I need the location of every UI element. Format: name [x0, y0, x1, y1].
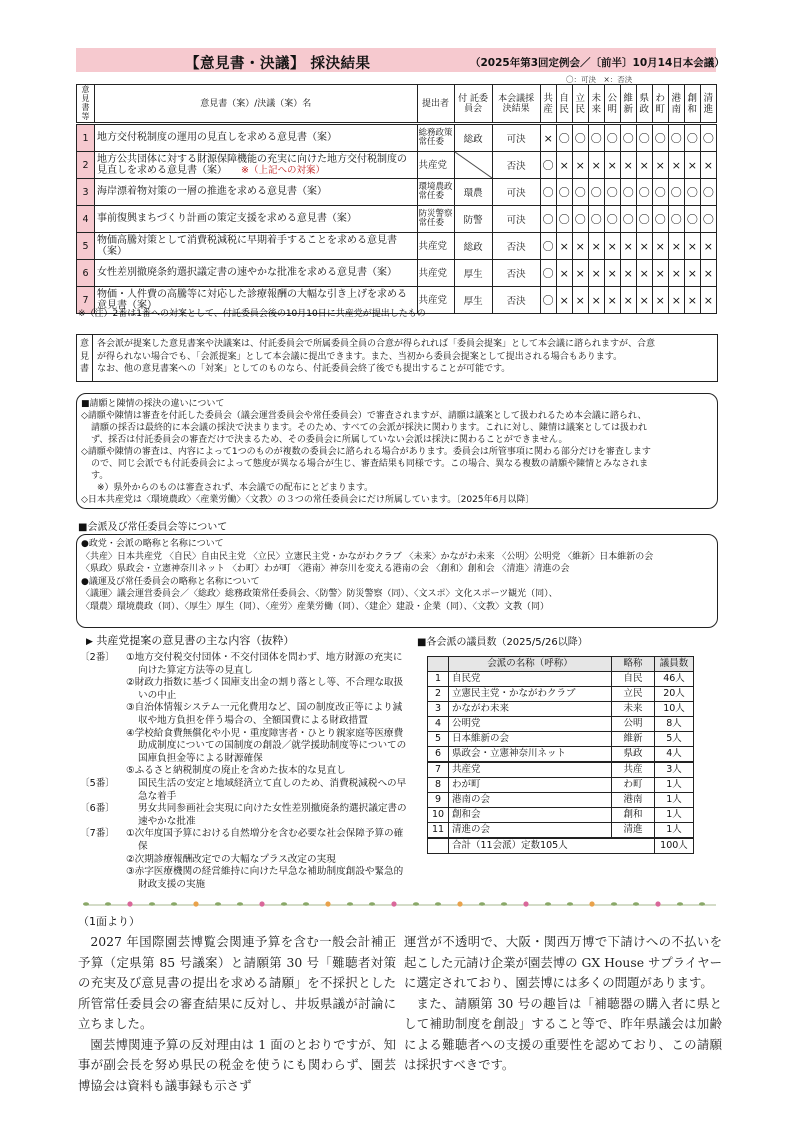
col-party: 創和: [684, 85, 700, 124]
party-vote: 〇: [684, 179, 700, 206]
party-index: 1: [428, 672, 449, 687]
party-vote: 〇: [652, 179, 668, 206]
party-abbr: 共産: [612, 762, 655, 778]
party-vote: ×: [700, 260, 716, 287]
party-vote: 〇: [604, 179, 620, 206]
party-vote: ×: [636, 233, 652, 260]
petition-line: ◇請願や陳情の審査は、内容によって1つのものが複数の委員会に諮られる場合があります。委員会は所管事項に関わる部分だけを審査します: [81, 447, 651, 457]
vine-flower-icon: [369, 902, 375, 906]
session-subtitle: （2025年第3回定例会／〔前半〕10月14日本会議）: [470, 57, 725, 69]
party-vote: 〇: [636, 179, 652, 206]
party-index: 9: [428, 793, 449, 808]
party-index: 8: [428, 778, 449, 793]
party-abbr: 港南: [612, 793, 655, 808]
party-vote: ×: [620, 152, 636, 179]
article-paragraph: 運営が不透明で、大阪・関西万博で下請けへの不払いを起こした元請け企業が園芸博の GX House サプライヤーに選定されており、園芸博には多くの問題があります。: [404, 934, 722, 990]
col-index: [428, 657, 449, 672]
party-vote: ×: [652, 233, 668, 260]
proposal-group: [80, 778, 410, 803]
article-column-2: [404, 932, 722, 1076]
col-party: 清進: [700, 85, 716, 124]
party-vote: ×: [668, 260, 684, 287]
party-count: 3人: [655, 762, 694, 778]
resolution-name: [95, 179, 418, 206]
party-vote: 〇: [540, 152, 556, 179]
vote-legend: 〇：可決 ×：否決: [566, 75, 633, 84]
party-vote: ×: [620, 260, 636, 287]
party-abbr: 創和: [612, 808, 655, 823]
vine-flower-icon: [501, 902, 507, 906]
party-vote: 〇: [540, 179, 556, 206]
vine-flower-icon: [303, 902, 309, 906]
resolution-name: [95, 233, 418, 260]
vine-flower-icon: [259, 901, 264, 906]
submitter: 環境農政常任委: [417, 179, 454, 206]
votes-row: [77, 152, 717, 179]
submitter: 共産党: [417, 152, 454, 179]
proposal-item: ①次年度国予算における自然増分を含む必要な社会保障予算の確保: [126, 828, 404, 852]
proposal-number: 〔7番〕: [80, 828, 115, 840]
vine-flower-icon: [699, 902, 705, 906]
counterproposal-note: ※（上記への対案）: [241, 165, 325, 176]
party-vote: ×: [604, 260, 620, 287]
row-number: 6: [77, 260, 95, 287]
party-vote: ×: [636, 152, 652, 179]
party-vote: ×: [540, 124, 556, 152]
party-vote: ×: [588, 233, 604, 260]
vine-flower-icon: [457, 901, 462, 906]
party-vote: ×: [684, 152, 700, 179]
submitter: 共産党: [417, 233, 454, 260]
party-row: [428, 762, 694, 778]
party-name: 清進の会: [449, 823, 612, 839]
jcp-proposals-heading: [86, 632, 294, 648]
party-table-header: [428, 657, 694, 672]
party-vote: ×: [588, 152, 604, 179]
party-vote: ×: [620, 233, 636, 260]
vine-flower-icon: [237, 902, 243, 906]
submitter: 共産党: [417, 287, 454, 314]
page-title: 【意見書・決議】 採決結果: [185, 56, 371, 72]
party-vote: 〇: [684, 206, 700, 233]
col-party: 未来: [588, 85, 604, 124]
vine-flower-icon: [611, 902, 617, 906]
committee-heading: ●議運及び常任委員会の略称と名称について: [81, 576, 260, 587]
party-index: 4: [428, 717, 449, 732]
col-name: 意見書（案）/決議（案）名: [95, 85, 418, 124]
party-vote: 〇: [572, 179, 588, 206]
party-table-title: ■各会派の議員数（2025/5/26以降）: [417, 637, 588, 648]
party-name: わが町: [449, 778, 612, 793]
vote-result: 可決: [492, 179, 540, 206]
vine-flower-icon: [215, 902, 221, 906]
party-vote: 〇: [636, 124, 652, 152]
vine-flower-icon: [347, 902, 353, 906]
blank-cell: [428, 838, 449, 854]
triangle-bullet-icon: ▶: [86, 637, 93, 647]
committee-line: 〈環農〉環境農政（同）、〈厚生〉厚生（同）、〈産労〉産業労働（同）、〈建企〉建設・企業（同）、〈文教〉文教（同）: [81, 601, 550, 612]
factions-box: [76, 534, 718, 628]
party-vote: ×: [652, 260, 668, 287]
party-vote: 〇: [540, 233, 556, 260]
vine-flower-icon: [127, 901, 132, 906]
petition-line: ◇請願や陳情は審査を付託した委員会（議会運営委員会や常任委員会）で審査されますが、請願は議案として扱われるため本会議に諮られ、: [81, 411, 647, 421]
votes-header-row: [77, 85, 717, 124]
votes-row: [77, 233, 717, 260]
party-vote: ×: [652, 287, 668, 314]
col-party: 共産: [540, 85, 556, 124]
col-count: 議員数: [655, 657, 694, 672]
party-vote: 〇: [540, 287, 556, 314]
party-vote: ×: [556, 260, 572, 287]
party-row: [428, 793, 694, 808]
party-name: 立憲民主党・かながわクラブ: [449, 687, 612, 702]
party-vote: ×: [588, 287, 604, 314]
col-party: 県政: [636, 85, 652, 124]
row-number: 3: [77, 179, 95, 206]
party-line: 〈県政〉県政会・立憲神奈川ネット 〈わ町〉わが町 〈港南〉神奈川を変える港南の会 〈創和〉創和会 〈清進〉清進の会: [81, 564, 570, 574]
party-index: 5: [428, 732, 449, 747]
party-vote: ×: [604, 233, 620, 260]
party-vote: 〇: [652, 206, 668, 233]
party-index: 6: [428, 747, 449, 763]
party-count: 1人: [655, 808, 694, 823]
resolution-title: 海岸漂着物対策の一層の推進を求める意見書（案）: [97, 186, 328, 198]
party-vote: 〇: [588, 124, 604, 152]
total-label: 合計（11会派）定数105人: [449, 838, 655, 854]
vote-result: 否決: [492, 152, 540, 179]
party-vote: ×: [604, 287, 620, 314]
col-party-name: 会派の名称（呼称）: [449, 657, 612, 672]
proposal-group: [80, 828, 410, 891]
party-abbr: 清進: [612, 823, 655, 839]
row-number: 2: [77, 152, 95, 179]
party-index: 2: [428, 687, 449, 702]
side-char: 書: [79, 364, 89, 374]
proposal-number: 〔2番〕: [80, 652, 115, 663]
col-party: 維新: [620, 85, 636, 124]
party-count: 5人: [655, 732, 694, 747]
ikensho-line: なお、他の意見書案への「対案」としてのものなら、付託委員会終了後でも提出することが可能です。: [97, 364, 511, 374]
vine-flower-icon: [105, 902, 111, 906]
party-vote: ×: [668, 152, 684, 179]
resolution-title: 女性差別撤廃条約選択議定書の速やかな批准を求める意見書（案）: [97, 267, 398, 279]
proposal-number: 〔5番〕: [80, 777, 115, 789]
party-index: 3: [428, 702, 449, 717]
party-vote: ×: [556, 152, 572, 179]
resolution-name: [95, 260, 418, 287]
party-vote: 〇: [620, 124, 636, 152]
article-paragraph: 2027 年国際園芸博覧会関連予算を含む一般会計補正予算（定県第 85 号議案）と請願第 30 号「難聴者対策の充実及び意見書の提出を求める請願」を不採択とした所管常任委員会の審査結果に反対し、井坂県議が討論に立ちました。: [78, 934, 396, 1031]
row-number: 4: [77, 206, 95, 233]
committee: 総政: [454, 124, 492, 152]
vine-flower-icon: [677, 902, 683, 906]
side-char: 意: [79, 339, 89, 349]
ikensho-line: が得られない場合でも、「会派提案」として本会議に提出できます。また、当初から委員会提案として提出される場合もあります。: [97, 351, 623, 362]
committee: 防警: [454, 206, 492, 233]
row-number: 1: [77, 124, 95, 152]
side-char: 見: [79, 351, 89, 362]
resolution-name: [95, 152, 418, 179]
petition-line: ず、採否は付託委員会の審査だけで決まるため、その委員会に所属していない会派は採決に関わることができません。: [91, 435, 568, 445]
party-row: [428, 702, 694, 717]
votes-row: [77, 260, 717, 287]
vote-result: 否決: [492, 287, 540, 314]
proposal-number: 〔6番〕: [80, 803, 115, 815]
party-count: 8人: [655, 717, 694, 732]
row-number: 7: [77, 287, 95, 314]
party-vote: 〇: [588, 179, 604, 206]
party-name: 創和会: [449, 808, 612, 823]
votes-row: [77, 179, 717, 206]
resolution-title: 事前復興まちづくり計画の策定支援を求める意見書（案）: [97, 213, 357, 225]
proposal-item: ②次期診療報酬改定での大幅なプラス改定の実現: [126, 853, 336, 865]
party-vote: ×: [556, 287, 572, 314]
col-party: わ町: [652, 85, 668, 124]
party-name: 日本維新の会: [449, 732, 612, 747]
proposal-group: [80, 803, 410, 828]
party-name: 県政会・立憲神奈川ネット: [449, 747, 612, 763]
votes-row: [77, 206, 717, 233]
vote-result: 否決: [492, 233, 540, 260]
party-vote: ×: [572, 233, 588, 260]
col-submitter: 提出者: [417, 85, 454, 124]
party-vote: ×: [652, 152, 668, 179]
vine-flower-icon: [435, 902, 441, 906]
vote-result: 可決: [492, 124, 540, 152]
party-count-table: [427, 656, 694, 854]
party-count: 10人: [655, 702, 694, 717]
party-vote: 〇: [668, 179, 684, 206]
party-row: [428, 778, 694, 793]
party-vote: 〇: [668, 124, 684, 152]
col-result: 本会議採決結果: [492, 85, 540, 124]
party-vote: 〇: [652, 124, 668, 152]
petition-line: す。: [91, 471, 109, 481]
committee: 環農: [454, 179, 492, 206]
vine-flower-icon: [391, 901, 396, 906]
resolution-title: 地方公共団体に対する財源保障機能の充実に向けた地方交付税制度の見直しを求める意見書（案）: [97, 153, 408, 176]
party-vote: ×: [620, 287, 636, 314]
ikensho-explanation-box: [76, 334, 718, 382]
party-vote: 〇: [668, 206, 684, 233]
petition-line: ※）県外からのものは審査されず、本会議での配布にとどまります。: [97, 483, 374, 493]
party-vote: 〇: [700, 206, 716, 233]
committee-line: 〈議運〉議会運営委員会／〈総政〉総務政策常任委員会、〈防警〉防災警察（同）、〈文スポ〉文化スポーツ観光（同）、: [81, 589, 558, 599]
party-vote: 〇: [588, 206, 604, 233]
vine-flower-icon: [83, 902, 89, 906]
col-party: 立民: [572, 85, 588, 124]
party-vote: 〇: [700, 179, 716, 206]
committee: 厚生: [454, 287, 492, 314]
proposal-item: ①地方交付税交付団体・不交付団体を問わず、地方財源の充実に向けた算定方法等の見直し: [126, 652, 403, 676]
resolution-name: [95, 206, 418, 233]
party-row: [428, 823, 694, 839]
petition-title: ■請願と陳情の採決の違いについて: [81, 399, 225, 409]
party-vote: ×: [572, 260, 588, 287]
party-name: 共産党: [449, 762, 612, 778]
jcp-proposals-list: [80, 652, 410, 891]
party-vote: 〇: [700, 124, 716, 152]
submitter: 共産党: [417, 260, 454, 287]
vine-flower-icon: [171, 902, 177, 906]
party-count: 46人: [655, 672, 694, 687]
party-row: [428, 717, 694, 732]
party-abbr: 県政: [612, 747, 655, 763]
resolution-title: 物価高騰対策として消費税減税に早期着手することを求める意見書（案）: [97, 234, 398, 257]
party-vote: ×: [636, 260, 652, 287]
party-abbr: 立民: [612, 687, 655, 702]
party-vote: 〇: [556, 206, 572, 233]
party-count: 1人: [655, 793, 694, 808]
party-vote: ×: [668, 287, 684, 314]
party-vote: 〇: [540, 206, 556, 233]
party-vote: 〇: [636, 206, 652, 233]
party-abbr: 自民: [612, 672, 655, 687]
vote-result: 否決: [492, 260, 540, 287]
proposal-item: 男女共同参画社会実現に向けた女性差別撤廃条約選択議定書の速やかな批准: [138, 803, 407, 827]
proposal-item: ②財政力指数に基づく国庫支出金の割り落とし等、不合理な取扱いの中止: [126, 677, 404, 701]
party-vote: ×: [684, 260, 700, 287]
votes-row: [77, 124, 717, 152]
party-row: [428, 747, 694, 763]
votes-footnote: ※（注）2番は1番への対案として、付託委員会後の10月10日に共産党が提出したもの: [78, 309, 426, 319]
article-paragraph: 園芸博関連予算の反対理由は 1 面のとおりですが、知事が副会長を努め県民の税金を使うにも関わらず、園芸博協会は資料も議事録も示さず: [78, 1036, 396, 1093]
party-vote: 〇: [684, 124, 700, 152]
vine-flower-icon: [413, 902, 419, 906]
party-abbr: 維新: [612, 732, 655, 747]
col-party: 公明: [604, 85, 620, 124]
party-count: 1人: [655, 778, 694, 793]
total-count: 100人: [655, 838, 694, 854]
party-name: 港南の会: [449, 793, 612, 808]
col-party: 自民: [556, 85, 572, 124]
vine-flower-icon: [325, 901, 330, 906]
decorative-vine-border: [76, 898, 721, 912]
party-total-row: [428, 838, 694, 854]
proposal-item: ⑤ふるさと納税制度の廃止を含めた抜本的な見直し: [126, 765, 346, 777]
continued-from-label: （1面より）: [78, 915, 140, 928]
proposal-item: 国民生活の安定と地域経済立て直しのため、消費税減税への早急な着手: [138, 777, 407, 802]
party-abbr: 未来: [612, 702, 655, 717]
party-line: 〈共産〉日本共産党 〈自民〉自由民主党 〈立民〉立憲民主党・かながわクラブ 〈未来〉かながわ未来 〈公明〉公明党 〈維新〉日本維新の会: [81, 551, 654, 562]
party-row: [428, 732, 694, 747]
submitter: 防災警察常任委: [417, 206, 454, 233]
party-index: 11: [428, 823, 449, 839]
party-index: 10: [428, 808, 449, 823]
ikensho-side-label: [77, 335, 93, 381]
party-vote: ×: [684, 287, 700, 314]
resolution-title: 地方交付税制度の運用の見直しを求める意見書（案）: [97, 132, 338, 144]
party-row: [428, 687, 694, 702]
jcp-proposals-title: 共産党提案の意見書の主な内容（抜粋）: [96, 634, 295, 647]
proposal-item: ③自治体情報システム一元化費用など、国の制度改正等により減収や地方負担を伴う場合の、全額国費による財政措置: [126, 702, 403, 726]
petition-line: 請願の採否は最終的に本会議の採決で決まります。そのため、すべての会派が採決に関わります。これに対し、陳情は議案としては扱われ: [91, 423, 648, 433]
party-vote: 〇: [572, 206, 588, 233]
article-column-1: [78, 932, 396, 1096]
party-vote: 〇: [620, 179, 636, 206]
party-abbr: 公明: [612, 717, 655, 732]
party-vote: ×: [588, 260, 604, 287]
row-number: 5: [77, 233, 95, 260]
party-vote: ×: [604, 152, 620, 179]
ikensho-text: [97, 338, 712, 376]
vine-flower-icon: [633, 902, 639, 906]
resolution-name: [95, 124, 418, 152]
party-vote: 〇: [604, 206, 620, 233]
vine-flower-icon: [193, 901, 198, 906]
proposal-item: ④学校給食費無償化や小児・重度障害者・ひとり親家庭等医療費助成制度についての国制度の創設／就学援助制度等についての国庫負担金等による財源確保: [126, 727, 407, 764]
vine-flower-icon: [523, 901, 528, 906]
party-vote: 〇: [540, 260, 556, 287]
party-name: かながわ未来: [449, 702, 612, 717]
committee: 厚生: [454, 260, 492, 287]
party-vote: ×: [572, 152, 588, 179]
party-vote: ×: [700, 152, 716, 179]
party-abbr: わ町: [612, 778, 655, 793]
party-index: 7: [428, 762, 449, 778]
factions-section-title: ■会派及び常任委員会等について: [78, 522, 228, 533]
article-paragraph: また、請願第 30 号の趣旨は「補聴器の購入者に県として補助制度を創設」すること等で、昨年県議会は加齢による難聴者への支援の重要性を認めており、この請願は採択すべきです。: [404, 995, 722, 1072]
vine-flower-icon: [281, 902, 287, 906]
party-vote: 〇: [556, 179, 572, 206]
committee: [454, 152, 492, 179]
vine-flower-icon: [589, 901, 594, 906]
col-committee: 付 託委員会: [454, 85, 492, 124]
proposal-item: ③赤字医療機関の経営維持に向けた早急な補助制度創設や緊急的財政支援の実施: [126, 866, 404, 890]
party-vote: 〇: [572, 124, 588, 152]
ikensho-line: 各会派が提案した意見書案や決議案は、付託委員会で所属委員全員の合意が得られれば「委員会提案」として本会議に諮られますが、合意: [97, 339, 656, 349]
col-party: 港南: [668, 85, 684, 124]
vine-flower-icon: [149, 902, 155, 906]
vine-flower-icon: [545, 902, 551, 906]
petition-line: ◇日本共産党は〈環境農政〉〈産業労働〉〈文教〉の３つの常任委員会にだけ所属しています。〔2025年6月以降〕: [81, 495, 535, 505]
party-vote: ×: [556, 233, 572, 260]
party-name: 自民党: [449, 672, 612, 687]
party-count: 4人: [655, 747, 694, 763]
committee: 総政: [454, 233, 492, 260]
vine-flower-icon: [567, 902, 573, 906]
party-row: [428, 672, 694, 687]
resolution-title: 物価・人件費の高騰等に対応した診療報酬の大幅な引き上げを求める意見書（案）: [97, 288, 408, 311]
party-count: 20人: [655, 687, 694, 702]
vine-flower-icon: [479, 902, 485, 906]
party-count: 1人: [655, 823, 694, 839]
vote-result: 可決: [492, 206, 540, 233]
submitter: 総務政策常任委: [417, 124, 454, 152]
party-vote: 〇: [604, 124, 620, 152]
party-heading: ●政党・会派の略称と名称について: [81, 539, 224, 549]
party-vote: ×: [700, 233, 716, 260]
col-no: 意見書等: [77, 85, 95, 124]
party-vote: ×: [668, 233, 684, 260]
party-vote: ×: [572, 287, 588, 314]
petition-box: [76, 393, 718, 509]
party-vote: ×: [684, 233, 700, 260]
party-name: 公明党: [449, 717, 612, 732]
petition-line: ので、同じ会派でも付託委員会によって態度が異なる場合が生じ、審査結果も同様です。この場合、異なる複数の請願や陳情とみなされま: [91, 459, 649, 469]
proposal-group: [80, 652, 410, 778]
party-row: [428, 808, 694, 823]
votes-table: [76, 84, 717, 314]
col-abbr: 略称: [612, 657, 655, 672]
party-vote: ×: [700, 287, 716, 314]
party-vote: 〇: [556, 124, 572, 152]
vine-flower-icon: [655, 901, 660, 906]
party-vote: 〇: [620, 206, 636, 233]
party-vote: ×: [636, 287, 652, 314]
